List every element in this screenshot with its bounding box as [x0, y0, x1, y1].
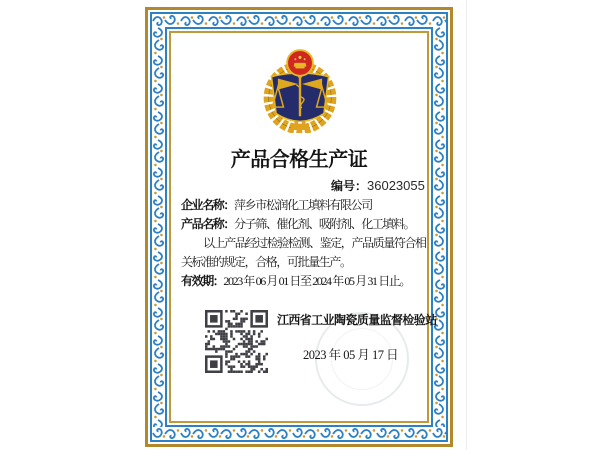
- validity-label: 有效期：: [181, 274, 224, 288]
- frame-gold-inner: [169, 31, 437, 423]
- page-edge-line: [466, 0, 467, 450]
- ornament-border: [152, 14, 446, 440]
- qr-code-icon: [205, 310, 268, 373]
- certificate: [145, 7, 453, 447]
- statement-line-1: 以上产品经过检验检测、鉴定，产品质量符合相: [203, 236, 426, 250]
- product-name-label: 产品名称：: [181, 217, 235, 231]
- ornament-strip-left: [152, 27, 165, 427]
- certificate-title: 产品合格生产证: [230, 149, 368, 171]
- serial-label: 编号：: [331, 179, 368, 193]
- ornament-strip-bottom: [152, 427, 446, 440]
- validity-value: 2023 年 06 月 01 日至 2024 年 05 月 31 日止。: [223, 274, 411, 288]
- ornament-strip-right: [433, 27, 446, 427]
- issue-date: 2023 年 05 月 17 日: [303, 348, 399, 362]
- frame-white-outer: [148, 10, 450, 444]
- frame-blue-inner: [165, 27, 437, 427]
- enterprise-name-value: 萍乡市松润化工填料有限公司: [234, 198, 372, 212]
- certificate-body: [181, 196, 429, 291]
- quality-supervision-emblem-icon: [254, 48, 346, 133]
- serial-value: 36023055: [367, 178, 425, 193]
- validity-line: [181, 272, 429, 291]
- ornament-strip-top: [152, 14, 446, 27]
- enterprise-name-label: 企业名称：: [181, 198, 235, 212]
- frame-blue-outer: [150, 12, 448, 442]
- product-name-value: 分子筛、催化剂、吸附剂、化工填料。: [234, 217, 415, 231]
- certificate-content: [171, 33, 437, 421]
- product-name-line: [181, 215, 429, 234]
- statement-line-2: 关标准的规定，合格，可批量生产。: [181, 255, 351, 269]
- frame-white-inner: [167, 29, 437, 425]
- serial-number-line: [331, 177, 425, 194]
- enterprise-name-line: [181, 196, 429, 215]
- issuer-name: 江西省工业陶瓷质量监督检验站: [277, 313, 437, 327]
